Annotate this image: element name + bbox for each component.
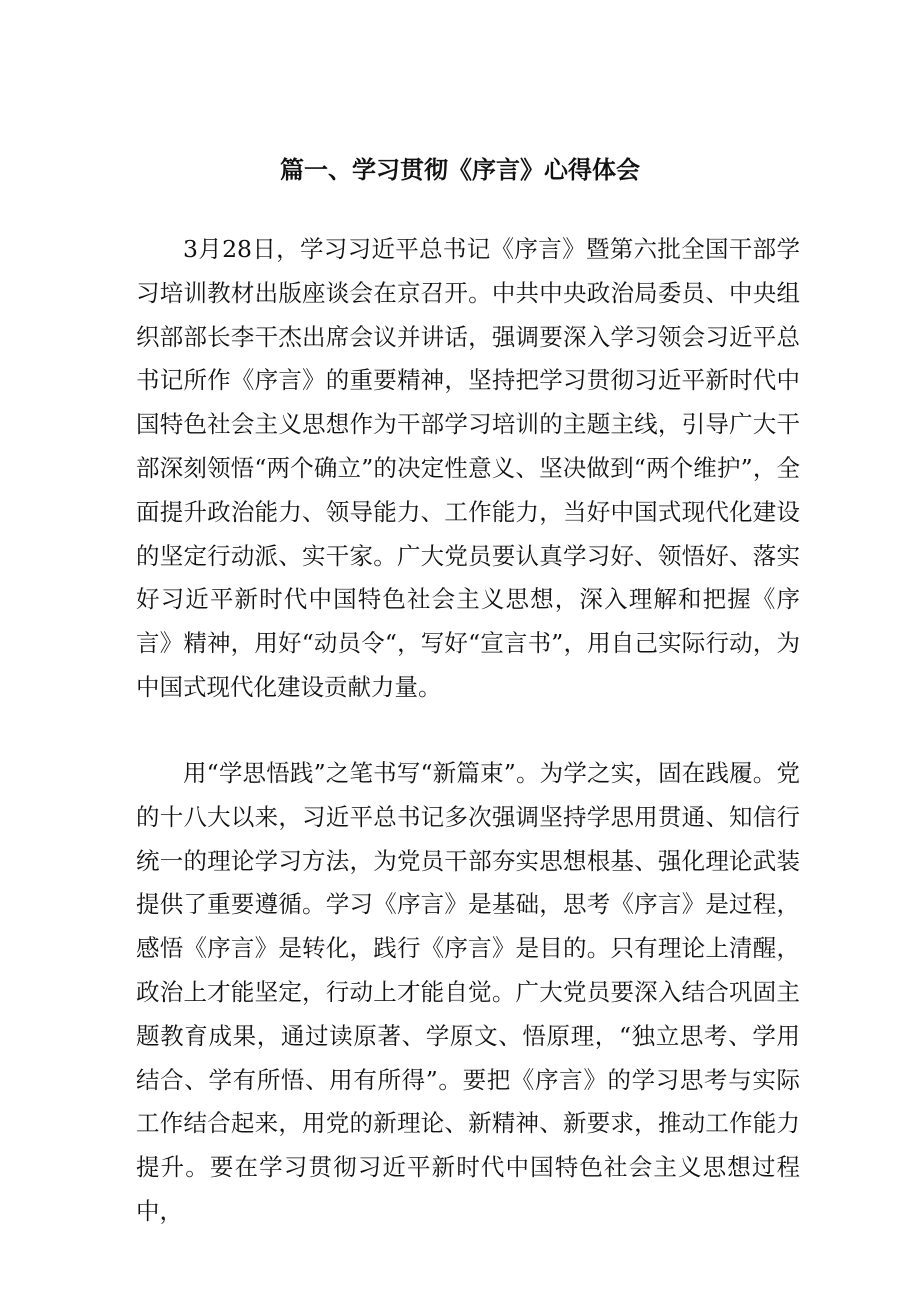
paragraph-1: 3月28日，学习习近平总书记《序言》暨第六批全国干部学习培训教材出版座谈会在京召开。中共中央政治局委员、中央组织部部长李干杰出席会议并讲话，强调要深入学习领会习近平总书记所作《序言》的重要精神，坚持把学习贯彻习近平新时代中国特色社会主义思想作为干部学习培训的主题主线，引导广大干部深刻领悟“两个确立”的决定性意义、坚决做到“两个维护”，全面提升政治能力、领导能力、工作能力，当好中国式现代化建设的坚定行动派、实干家。广大党员要认真学习好、领悟好、落实好习近平新时代中国特色社会主义思想，深入理解和把握《序言》精神，用好“动员令“，写好“宣言书”，用自己实际行动，为中国式现代化建设贡献力量。: [136, 235, 800, 701]
document-title: 篇一、学习贯彻《序言》心得体会: [280, 156, 640, 184]
paragraph-2: 用“学思悟践”之笔书写“新篇束”。为学之实，固在践履。党的十八大以来，习近平总书记多次强调坚持学思用贯通、知信行统一的理论学习方法，为党员干部夯实思想根基、强化理论武装提供了重要遵循。学习《序言》是基础，思考《序言》是过程，感悟《序言》是转化，践行《序言》是目的。只有理论上清醒，政治上才能坚定，行动上才能自觉。广大党员要深入结合巩固主题教育成果，通过读原著、学原文、悟原理，“独立思考、学用结合、学有所悟、用有所得”。要把《序言》的学习思考与实际工作结合起来，用党的新理论、新精神、新要求，推动工作能力提升。要在学习贯彻习近平新时代中国特色社会主义思想过程中，: [136, 759, 800, 1225]
